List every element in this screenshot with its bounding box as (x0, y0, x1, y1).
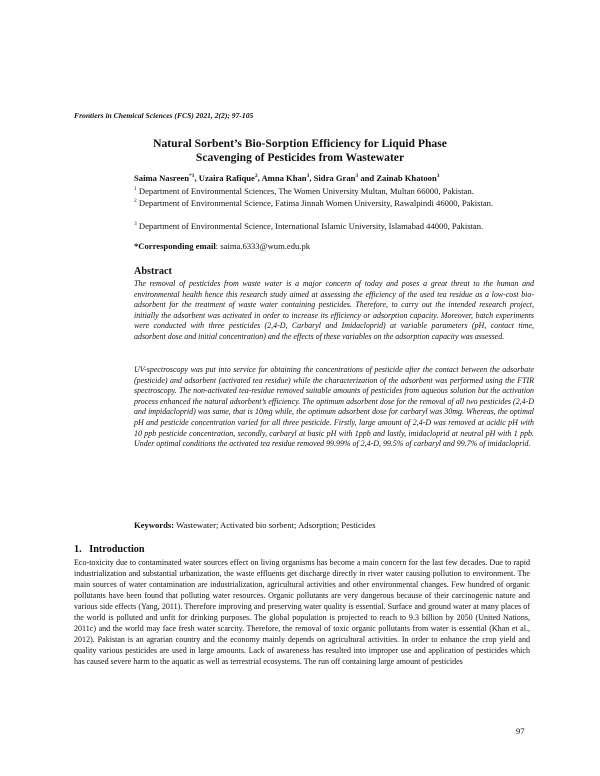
author-separator: and (358, 173, 377, 183)
affiliation-text: Department of Environmental Science, Fatima Jinnah Women University, Rawalpindi 46000, Pakistan. (138, 197, 494, 208)
affiliation-3 (134, 219, 534, 232)
affiliation-number: 3 (134, 221, 137, 227)
paper-title (80, 137, 520, 164)
author-list (134, 173, 440, 183)
author-name: Amna Khan (261, 173, 307, 183)
email-address[interactable]: : saima.6333@wum.edu.pk (215, 241, 311, 251)
journal-header: Frontiers in Chemical Sciences (FCS) 2021, 2(2); 97-105 (74, 111, 254, 120)
author-name: Sidra Gran (313, 173, 356, 183)
author-sup: 3 (436, 173, 440, 180)
author-sup: *1 (188, 173, 195, 180)
corresponding-label: *Corresponding email (134, 241, 216, 251)
corresponding-email (134, 241, 310, 251)
affiliation-2 (134, 196, 534, 209)
author-sup: 2 (254, 173, 258, 180)
author-name: Uzaira Rafique (198, 173, 255, 183)
title-line-1: Natural Sorbent’s Bio-Sorption Efficiency for Liquid Phase (153, 137, 447, 150)
abstract-paragraph-2: UV-spectroscopy was put into service for obtaining the concentrations of pesticide after the contact between the adsorbate (pesticide) and adsorbent (activated tea residue) while the characterization of the adsorbent was performed using the FTIR spectroscopy. The non-activated tea-residue removed suitable amounts of pesticides from aqueous solution but the activation process enhanced the natural adsorbent’s efficiency. The optimum adsorbent dose for the removal of all two pesticides (2,4-D and impidacloprid) was same, that is 10mg while, the optimum adsorbent dose for carbaryl was 30mg. Whereas, the optimal pH and pesticide concentration varied for all three pesticide. Firstly, large amount of 2,4-D was removed at acidic pH with 10 ppb pesticide concentration, secondly, carbaryl at basic pH with 1ppb and lastly, imidacloprid at neutral pH with 1 ppb. Under optimal conditions the activated tea residue removed 99.99% of 2,4-D, 99.5% of carbaryl and 99.7% of imidacloprid. (134, 365, 534, 449)
keywords-text: Wastewater; Activated bio sorbent; Adsorption; Pesticides (174, 520, 376, 530)
introduction-heading: 1. Introduction (74, 544, 145, 555)
affiliation-text: Department of Environmental Sciences, The Women University Multan, Multan 66000, Pakistan. (138, 185, 474, 196)
introduction-body: Eco-toxicity due to contaminated water sources effect on living organisms has become a main concern for the last few decades. Due to rapid industrialization and substantial urbanization, the waste effluents get discharge directly in river water causing pollution to environment. The main sources of water contamination are industrialization, agricultural activities and other environmental changes. Few hundred of organic pollutants have been found that polluting water resources. Organic pollutants are very dangerous because of their carcinogenic nature and various side effects (Yang, 2011). Therefore improving and preserving water quality is essential. Surface and ground water at many places of the world is polluted and unfit for drinking purposes. The global population is projected to reach to 9.3 billion by 2050 (United Nations, 2011c) and the world may face fresh water scarcity. Therefore, the removal of toxic organic pollutants from water is essential (Khan et al., 2012). Pakistan is an agrarian country and the economy mainly depends on agricultural activities. In order to enhance the crop yield and quality various pesticides are used in large amounts. Lack of awareness has resulted into improper use and application of pesticides which has caused severe harm to the aquatic as well as terrestrial ecosystems. The run off containing large amount of pesticides (74, 558, 530, 667)
author-sup: 3 (355, 173, 359, 180)
page-number: 97 (516, 726, 525, 736)
keywords-label: Keywords: (134, 520, 175, 530)
author-separator: , (194, 173, 199, 183)
abstract-paragraph-1: The removal of pesticides from waste water is a major concern of today and poses a great threat to the human and environmental health hence this research study aimed at assessing the efficiency of the used tea residue as a low-cost bio-adsorbent for the treatment of waste water containing pesticides. Therefore, to carry out the intended research project, initially the adsorbent was activated in order to increase its efficiency or adsorption capacity. Moreover, batch experiments were conducted with three pesticides (2,4-D, Carbaryl and Imidacloprid) at variable parameters (pH, contact time, adsorbent dose and initial concentration) and the effects of these variables on the adsorption capacity was assessed. (134, 279, 534, 341)
author-separator: , (257, 173, 262, 183)
title-line-2: Scavenging of Pesticides from Wastewater (195, 150, 405, 164)
affiliation-number: 1 (134, 186, 137, 192)
affiliation-1 (134, 184, 534, 197)
keywords (134, 520, 534, 530)
affiliation-number: 2 (134, 198, 137, 204)
abstract-heading: Abstract (134, 266, 172, 277)
author-separator: , (309, 173, 314, 183)
author-name: Saima Nasreen (134, 173, 189, 183)
author-name: Zainab Khatoon (376, 173, 437, 183)
author-sup: 3 (306, 173, 310, 180)
affiliation-text: Department of Environmental Science, International Islamic University, Islamabad 44000, Pakistan. (138, 220, 484, 231)
